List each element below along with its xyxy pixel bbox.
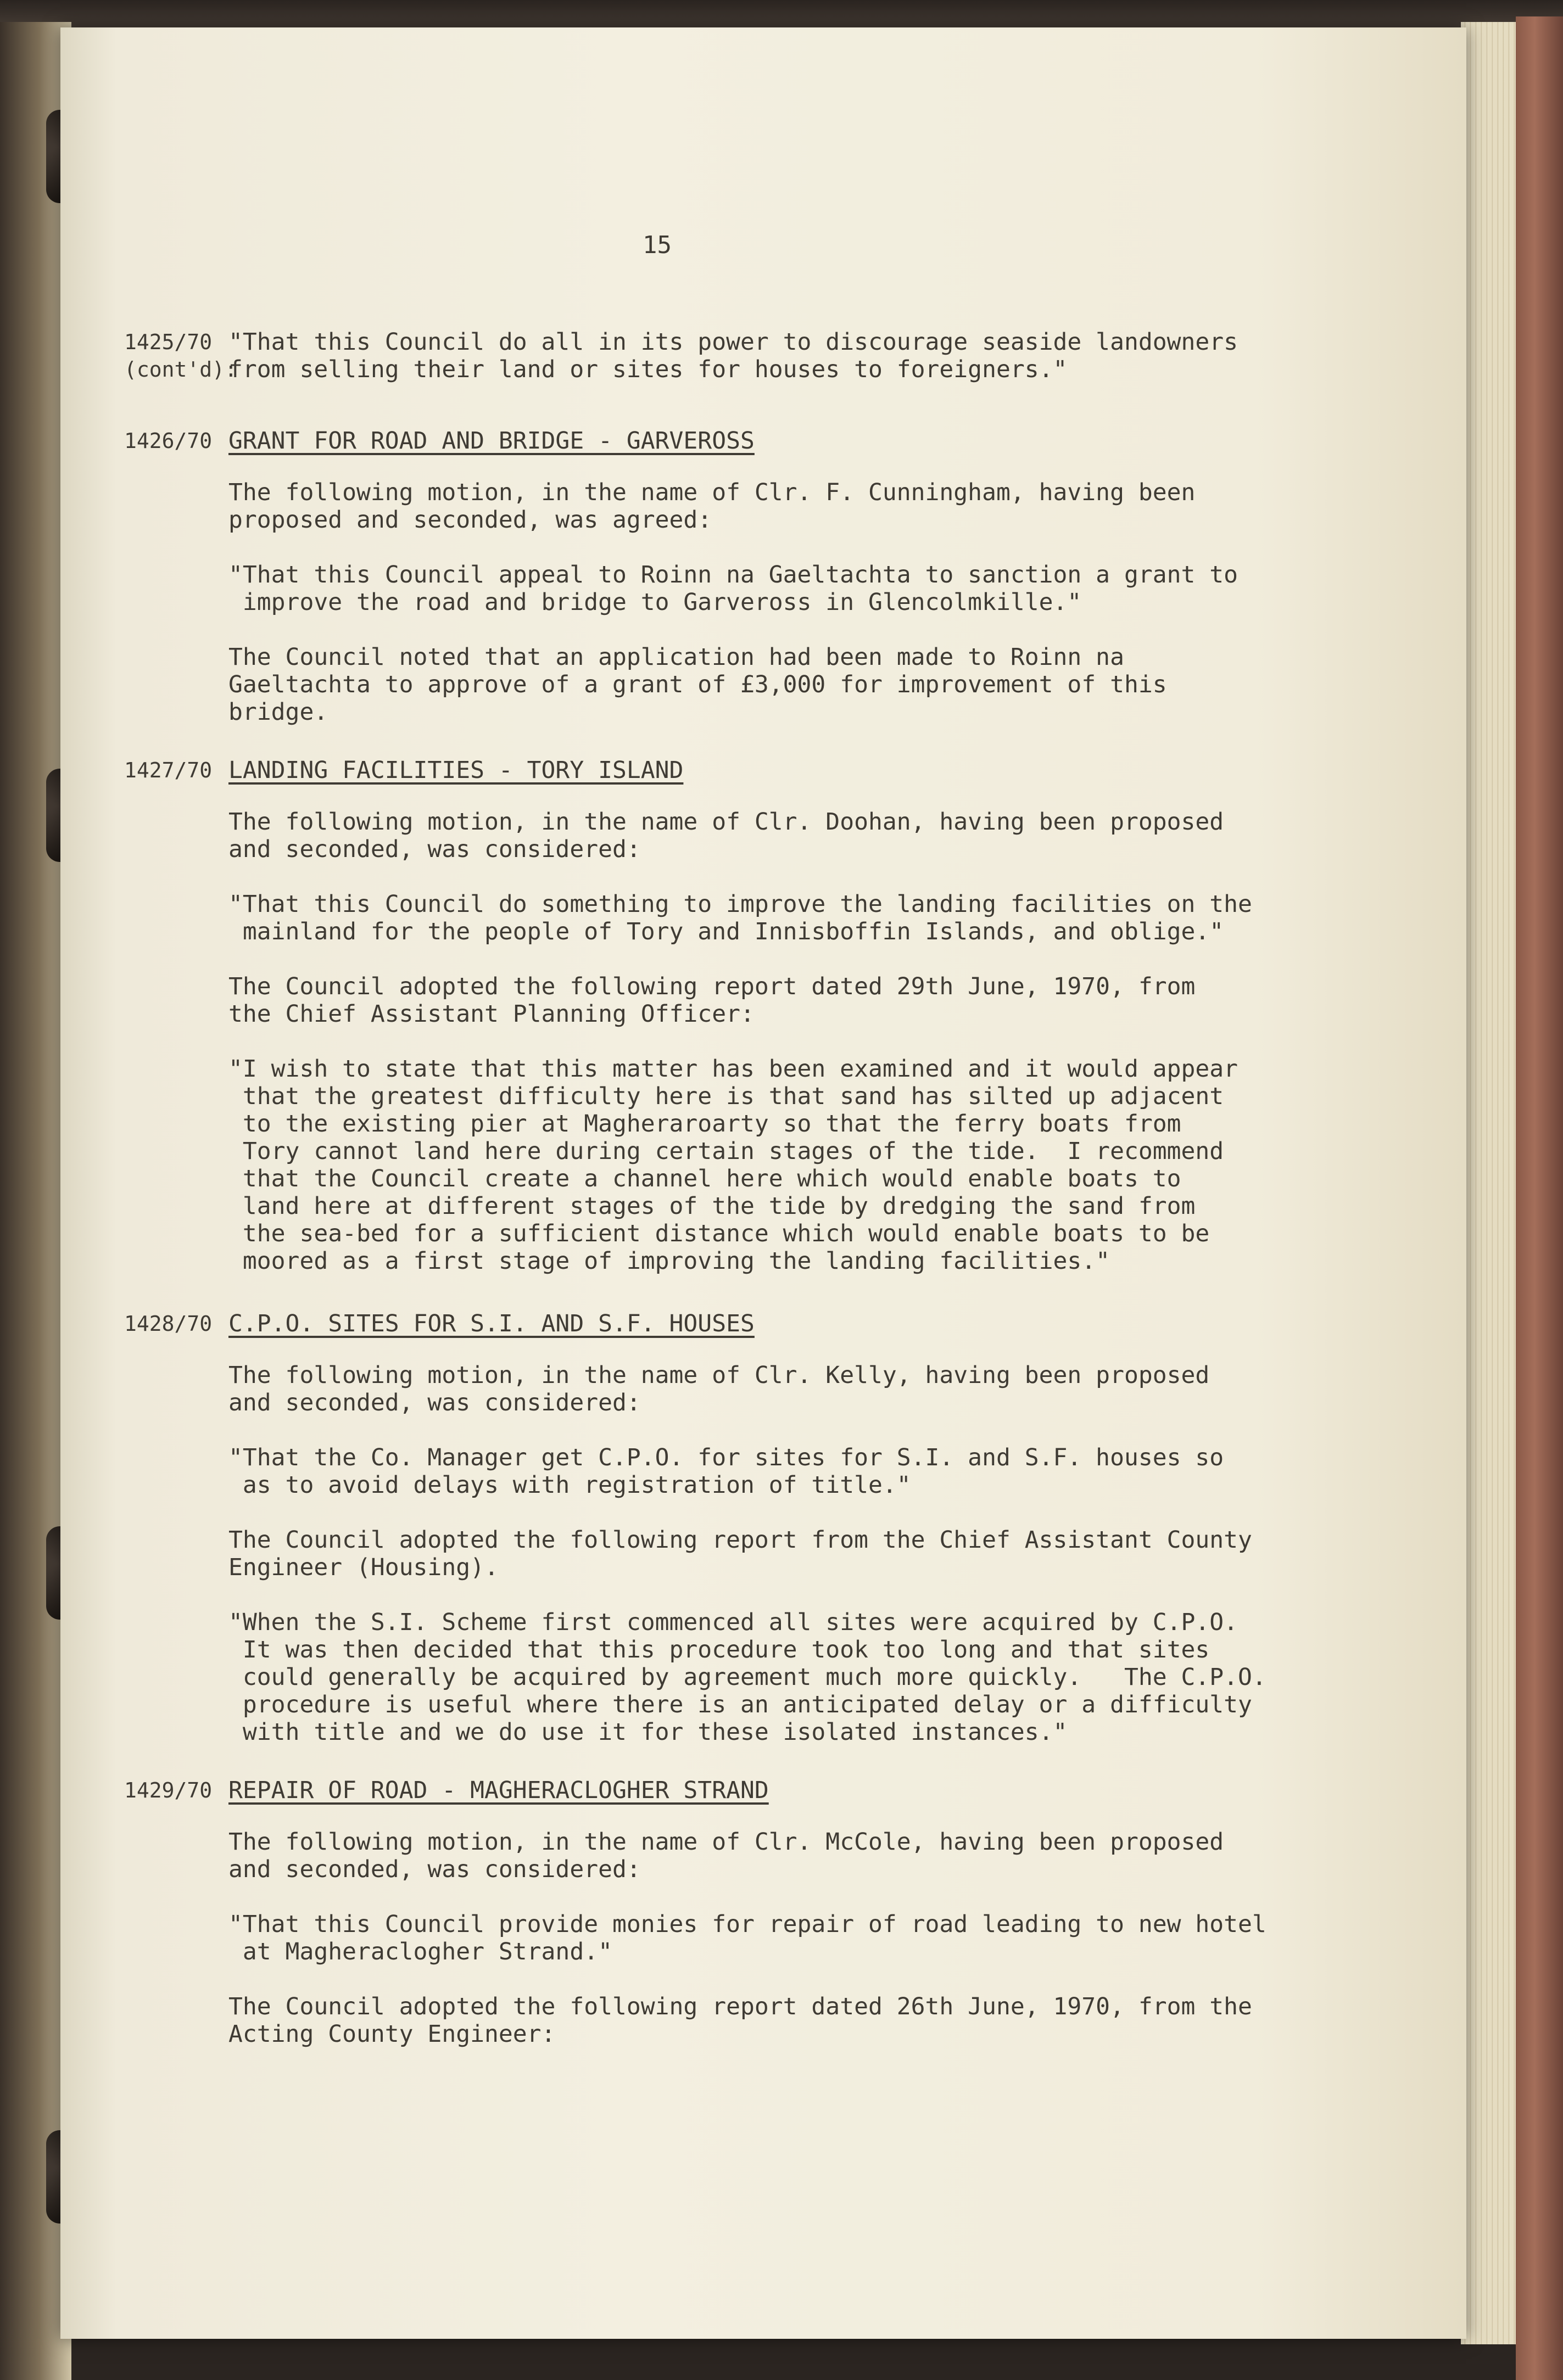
motion-text: "That this Council do all in its power to discourage seaside landowners from selling their land or sites for houses to foreigners." — [228, 328, 1238, 383]
page-stack-edge — [1461, 22, 1521, 2344]
paragraph: The Council noted that an application had been made to Roinn na Gaeltachta to approve of a grant of £3,000 for improvement of this bridge. — [228, 643, 1167, 726]
motion-text: "That this Council provide monies for repair of road leading to new hotel at Magheraclogher Strand." — [228, 1911, 1266, 1965]
item-number: 1428/70 — [124, 1312, 213, 1336]
item-heading: GRANT FOR ROAD AND BRIDGE - GARVEROSS — [228, 427, 755, 455]
paragraph: The following motion, in the name of Clr. Kelly, having been proposed and seconded, was considered: — [228, 1362, 1210, 1416]
item-heading: LANDING FACILITIES - TORY ISLAND — [228, 757, 684, 784]
paragraph: The Council adopted the following report dated 29th June, 1970, from the Chief Assistant Planning Officer: — [228, 973, 1196, 1028]
item-body — [228, 427, 1360, 726]
item-body — [228, 1310, 1360, 1746]
item-body — [228, 1777, 1360, 2048]
item-number: 1429/70 — [124, 1778, 213, 1802]
page-content — [60, 27, 1466, 2339]
item-heading: REPAIR OF ROAD - MAGHERACLOGHER STRAND — [228, 1777, 769, 1804]
paragraph: The Council adopted the following report dated 26th June, 1970, from the Acting County Engineer: — [228, 1993, 1252, 2048]
item-heading: C.P.O. SITES FOR S.I. AND S.F. HOUSES — [228, 1310, 755, 1337]
item-number: 1426/70 — [124, 429, 213, 453]
paragraph: The following motion, in the name of Clr. Doohan, having been proposed and seconded, was considered: — [228, 808, 1224, 863]
paragraph: The Council adopted the following report from the Chief Assistant County Engineer (Housing). — [228, 1526, 1252, 1581]
paragraph: The following motion, in the name of Clr. F. Cunningham, having been proposed and seconded, was agreed: — [228, 479, 1196, 534]
item-body — [228, 328, 1360, 383]
motion-text: "That the Co. Manager get C.P.O. for sites for S.I. and S.F. houses so as to avoid delays with registration of title." — [228, 1444, 1224, 1499]
report-text: "When the S.I. Scheme first commenced all sites were acquired by C.P.O. It was then decided that this procedure took too long and that sites could generally be acquired by agreement much more quickly. The C.P.O. procedure is useful where there is an anticipated delay or a difficulty with title and we do use it for these isolated instances." — [228, 1609, 1266, 1746]
page-number: 15 — [643, 231, 672, 259]
report-text: "I wish to state that this matter has been examined and it would appear that the greatest difficulty here is that sand has silted up adjacent to the existing pier at Magheraroarty so that the ferry boats from Tory cannot land here during certain stages of the tide. I recommend that the Council create a channel here which would enable boats to land here at different stages of the tide by dredging the sand from the sea-bed for a sufficient distance which would enable boats to be moored as a first stage of improving the landing facilities." — [228, 1055, 1238, 1275]
document-page — [60, 27, 1466, 2339]
item-number: 1427/70 — [124, 758, 213, 782]
book-cover-edge — [1516, 16, 1563, 2380]
motion-text: "That this Council do something to improve the landing facilities on the mainland for the people of Tory and Innisboffin Islands, and oblige." — [228, 891, 1252, 945]
motion-text: "That this Council appeal to Roinn na Gaeltachta to sanction a grant to improve the road and bridge to Garveross in Glencolmkille." — [228, 561, 1238, 616]
item-number: 1425/70 (cont'd): — [124, 330, 237, 382]
paragraph: The following motion, in the name of Clr. McCole, having been proposed and seconded, was considered: — [228, 1828, 1224, 1883]
item-body — [228, 757, 1360, 1275]
